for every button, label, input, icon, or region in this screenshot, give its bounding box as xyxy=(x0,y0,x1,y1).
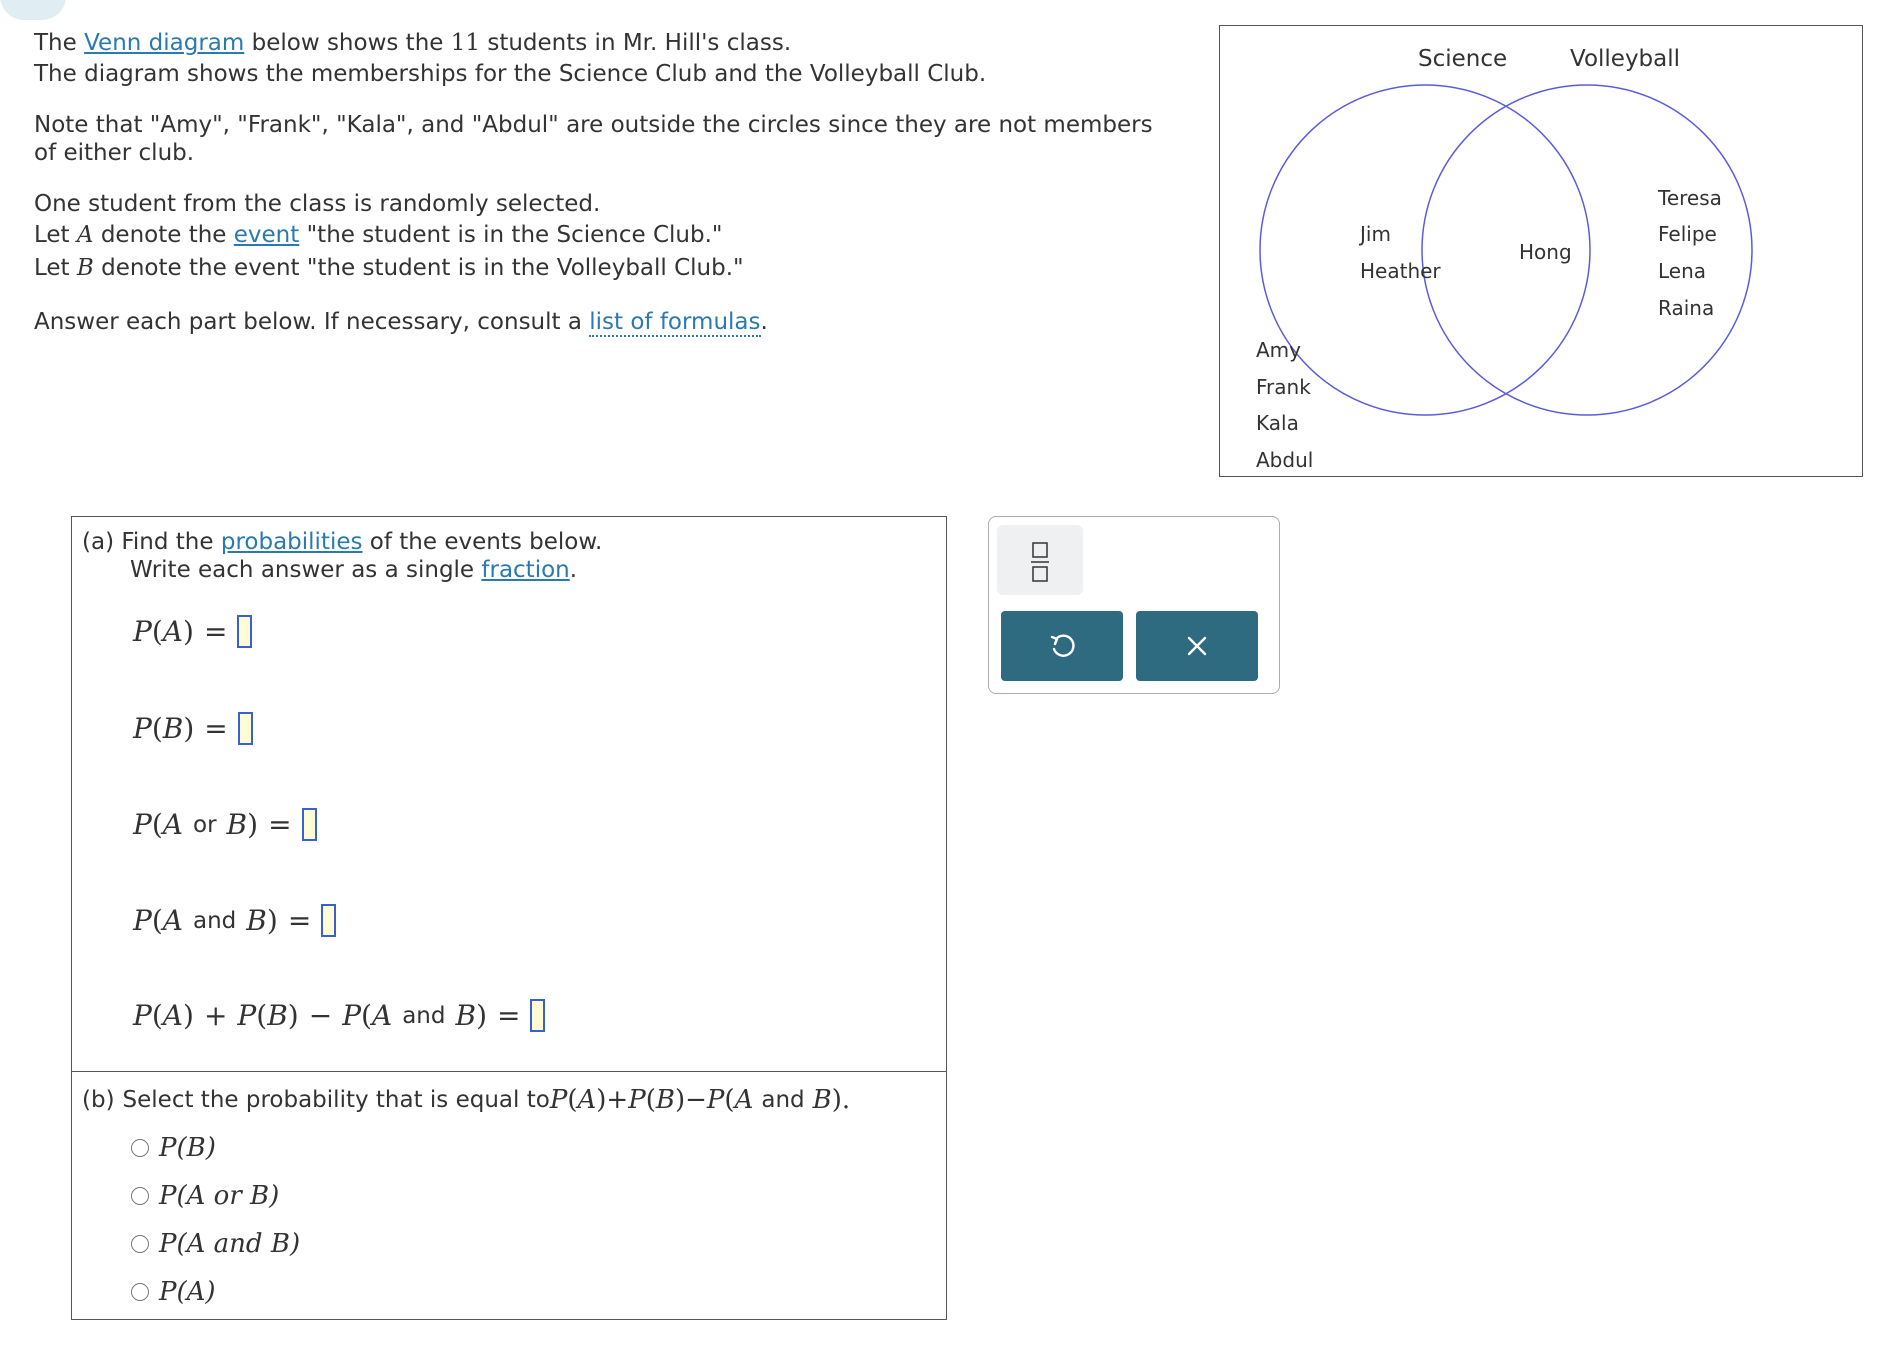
paren: ) xyxy=(476,999,487,1032)
paren: ) xyxy=(183,999,194,1032)
paren: ) xyxy=(287,999,299,1032)
paren: ) xyxy=(596,1085,607,1115)
intro-line-6 xyxy=(34,220,722,250)
volleyball-member: Lena xyxy=(1658,259,1707,283)
answer-input-addition-rule[interactable] xyxy=(530,999,545,1032)
var-b: B xyxy=(812,1085,832,1115)
p-symbol: P xyxy=(133,712,152,745)
eq-addition-rule xyxy=(133,999,545,1032)
volleyball-label: Volleyball xyxy=(1570,46,1681,72)
fraction-button[interactable] xyxy=(997,525,1083,595)
paren: ) xyxy=(183,615,194,648)
both-member: Hong xyxy=(1519,240,1572,264)
paren: ( xyxy=(151,999,163,1032)
undo-icon xyxy=(1047,631,1077,661)
p-symbol: P xyxy=(549,1085,568,1115)
answer-input-p-a[interactable] xyxy=(237,615,252,648)
paren: ) xyxy=(674,1085,686,1115)
intro-line-3: Note that "Amy", "Frank", "Kala", and "Abdul" are outside the circles since they are not members xyxy=(34,112,1153,138)
var-b: B xyxy=(267,999,288,1032)
paren: ) xyxy=(266,904,278,937)
p-symbol: P xyxy=(342,999,362,1032)
outside-member: Kala xyxy=(1256,411,1299,435)
intro-line-1 xyxy=(34,28,791,58)
p-symbol: P xyxy=(706,1085,725,1115)
paren: ( xyxy=(151,615,163,648)
and-word: and xyxy=(761,1087,805,1113)
fraction-link[interactable]: fraction xyxy=(481,557,570,583)
part-a-panel xyxy=(71,516,947,1072)
minus-sign: − xyxy=(685,1085,707,1115)
close-icon xyxy=(1183,632,1211,660)
paren: ). xyxy=(831,1085,851,1115)
paren: ( xyxy=(151,808,163,841)
intro-line-8 xyxy=(34,307,768,337)
minus-sign: − xyxy=(308,999,333,1032)
part-a-text: of the events below. xyxy=(362,529,603,555)
intro-text: . xyxy=(760,309,768,335)
p-symbol: P xyxy=(133,615,152,648)
science-member: Jim xyxy=(1360,222,1391,246)
part-a-heading xyxy=(82,527,602,557)
p-symbol: P xyxy=(237,999,257,1032)
part-a-text: Write each answer as a single xyxy=(130,557,482,583)
var-b: B xyxy=(76,255,94,281)
var-a: A xyxy=(734,1085,754,1115)
part-a-label: (a) xyxy=(82,529,115,555)
paren: ) xyxy=(247,808,259,841)
part-b-text: Select the probability that is equal to xyxy=(122,1087,550,1113)
intro-line-2: The diagram shows the memberships for the Science Club and the Volleyball Club. xyxy=(34,61,987,87)
intro-text: The xyxy=(34,30,85,56)
list-of-formulas-link[interactable]: list of formulas xyxy=(589,309,761,335)
venn-diagram xyxy=(1219,25,1863,477)
paren: ( xyxy=(361,999,372,1032)
equals-sign: = xyxy=(203,615,228,648)
option-label: P(B) xyxy=(159,1133,216,1163)
option-p-a-and-b[interactable] xyxy=(131,1229,300,1259)
var-b: B xyxy=(246,904,267,937)
intro-line-5: One student from the class is randomly selected. xyxy=(34,191,601,217)
var-b: B xyxy=(162,712,184,745)
intro-text: Answer each part below. If necessary, consult a xyxy=(34,309,590,335)
paren: ( xyxy=(256,999,268,1032)
intro-text: Let xyxy=(34,255,77,281)
part-a-text: Find the xyxy=(121,529,221,555)
p-symbol: P xyxy=(133,904,152,937)
outside-member: Frank xyxy=(1256,375,1311,399)
paren: ( xyxy=(567,1085,578,1115)
event-link[interactable]: event xyxy=(233,222,300,248)
plus-sign: + xyxy=(203,999,228,1032)
var-a: A xyxy=(162,615,184,648)
option-label: P(A) xyxy=(159,1277,216,1307)
volleyball-member: Raina xyxy=(1658,296,1715,320)
intro-text: below shows the xyxy=(244,30,451,56)
paren: ( xyxy=(151,712,163,745)
intro-line-7 xyxy=(34,253,744,283)
collapse-chevron-button[interactable] xyxy=(0,0,66,20)
part-b-heading xyxy=(82,1085,850,1115)
venn-diagram-link[interactable]: Venn diagram xyxy=(84,30,245,56)
p-symbol: P xyxy=(133,999,152,1032)
var-a: A xyxy=(162,999,184,1032)
option-p-b[interactable] xyxy=(131,1133,216,1163)
var-b: B xyxy=(655,1085,675,1115)
answer-input-p-b[interactable] xyxy=(238,712,253,745)
fraction-icon xyxy=(997,525,1083,595)
eq-p-a xyxy=(133,615,252,648)
var-b: B xyxy=(226,808,248,841)
var-a: A xyxy=(76,222,94,248)
part-a-text: . xyxy=(569,557,578,583)
intro-text: Let xyxy=(34,222,77,248)
outside-member: Amy xyxy=(1256,338,1301,362)
var-a: A xyxy=(162,808,184,841)
undo-button[interactable] xyxy=(1001,611,1123,681)
var-a: A xyxy=(371,999,393,1032)
outside-member: Abdul xyxy=(1256,448,1314,472)
and-word: and xyxy=(193,907,237,934)
equals-sign: = xyxy=(268,808,292,841)
paren: ( xyxy=(645,1085,656,1115)
eq-p-a-and-b xyxy=(133,904,336,937)
var-a: A xyxy=(577,1085,597,1115)
intro-text: students in Mr. Hill's class. xyxy=(480,30,792,56)
probabilities-link[interactable]: probabilities xyxy=(220,529,363,555)
plus-sign: + xyxy=(606,1085,629,1115)
science-member: Heather xyxy=(1360,259,1441,283)
paren: ( xyxy=(151,904,163,937)
option-p-a[interactable] xyxy=(131,1277,216,1307)
option-label: P(A or B) xyxy=(159,1181,280,1211)
volleyball-member: Teresa xyxy=(1658,186,1722,210)
intro-text: denote the xyxy=(93,222,234,248)
eq-p-b xyxy=(133,712,253,745)
volleyball-circle xyxy=(1422,85,1752,415)
p-symbol: P xyxy=(133,808,152,841)
option-label: P(A and B) xyxy=(159,1229,301,1259)
answer-tools-panel xyxy=(988,516,1280,694)
var-b: B xyxy=(455,999,477,1032)
equals-sign: = xyxy=(287,904,312,937)
clear-button[interactable] xyxy=(1136,611,1258,681)
radio-button[interactable] xyxy=(131,1283,149,1301)
answer-input-p-a-and-b[interactable] xyxy=(321,904,336,937)
intro-line-4: of either club. xyxy=(34,140,195,166)
intro-text: denote the event "the student is in the Volleyball Club." xyxy=(93,255,744,281)
or-word: or xyxy=(193,811,217,838)
paren: ) xyxy=(183,712,195,745)
answer-input-p-a-or-b[interactable] xyxy=(302,808,317,841)
volleyball-member: Felipe xyxy=(1658,222,1717,246)
equals-sign: = xyxy=(204,712,228,745)
radio-button[interactable] xyxy=(131,1187,149,1205)
equals-sign: = xyxy=(497,999,521,1032)
option-p-a-or-b[interactable] xyxy=(131,1181,279,1211)
paren: ( xyxy=(724,1085,735,1115)
var-a: A xyxy=(162,904,184,937)
eq-p-a-or-b xyxy=(133,808,317,841)
p-symbol: P xyxy=(628,1085,646,1115)
and-word: and xyxy=(402,1002,446,1029)
science-label: Science xyxy=(1418,46,1508,72)
radio-button[interactable] xyxy=(131,1139,149,1157)
part-b-label: (b) xyxy=(82,1087,115,1113)
part-a-subheading xyxy=(130,555,577,585)
radio-button[interactable] xyxy=(131,1235,149,1253)
intro-text: "the student is in the Science Club." xyxy=(299,222,723,248)
student-count: 11 xyxy=(450,30,481,56)
